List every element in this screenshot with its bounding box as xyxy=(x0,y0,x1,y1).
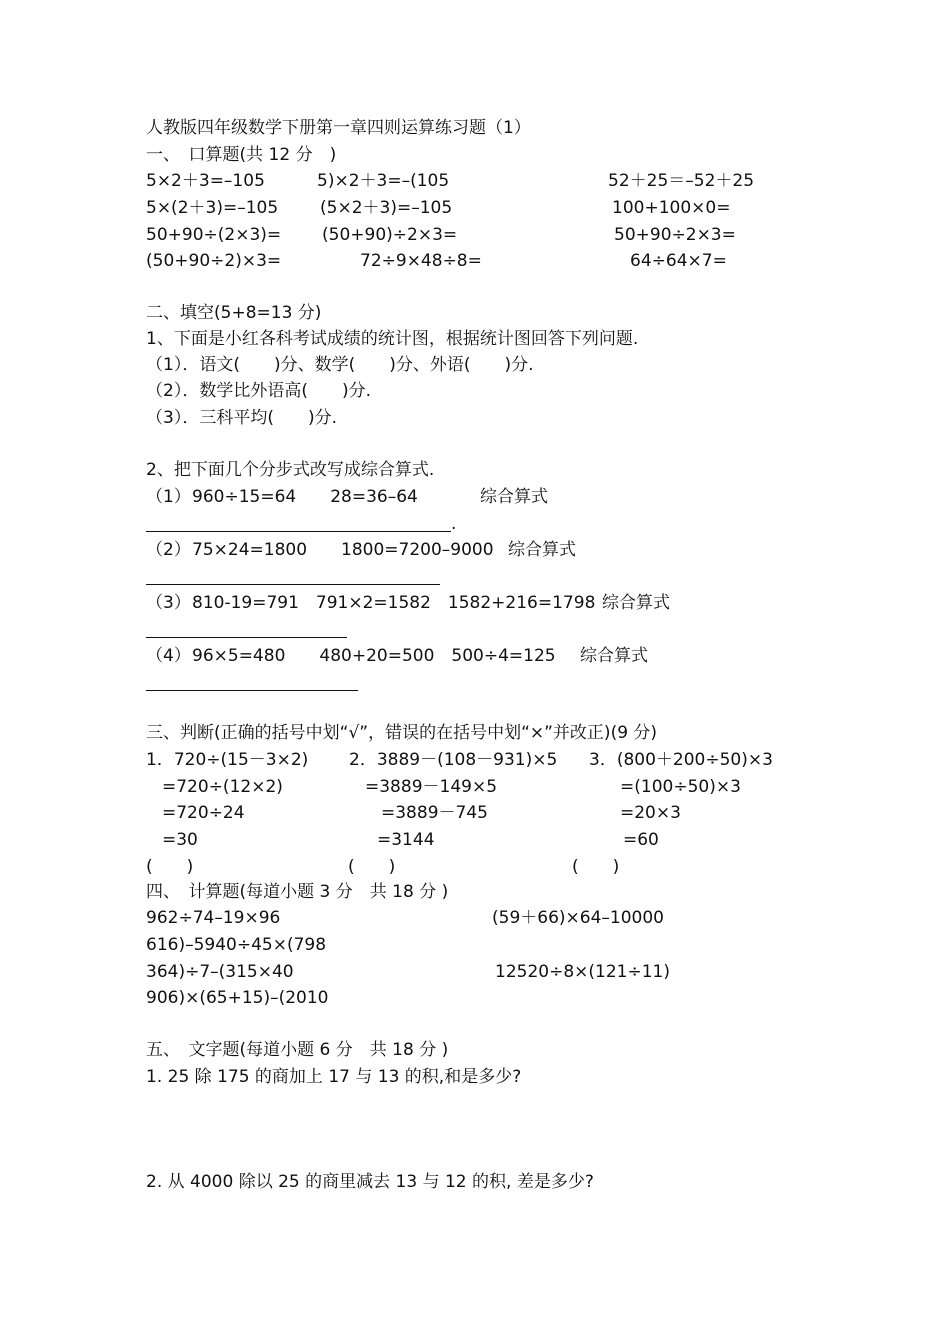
step-item-number: （4） xyxy=(146,646,191,666)
judge-answer-bracket: ( ) xyxy=(572,857,620,877)
oral-problem: 64÷64×7= xyxy=(630,251,727,271)
oral-problem: 50+90÷2×3= xyxy=(614,225,736,245)
answer-line-end: . xyxy=(451,514,457,534)
judge-step: =3889－149×5 xyxy=(365,777,498,797)
answer-line xyxy=(146,637,347,638)
calc-problem: 616)–5940÷45×(798 xyxy=(146,935,327,955)
judge-step: =(100÷50)×3 xyxy=(620,777,741,797)
step-formulas: 75×24=1800 1800=7200–9000 xyxy=(192,540,494,560)
judge-problem-2: 2．3889－(108－931)×5 xyxy=(349,750,558,770)
word-problem-1: 1. 25 除 175 的商加上 17 与 13 的积,和是多少? xyxy=(146,1067,522,1087)
oral-problem: (50+90)÷2×3= xyxy=(322,225,458,245)
oral-problem: 5×(2＋3)=–105 xyxy=(146,198,279,218)
section-1-heading: 一、 口算题(共 12 分 ) xyxy=(146,145,337,165)
oral-problem: (5×2＋3)=–105 xyxy=(320,198,453,218)
oral-problem: 52＋25＝–52＋25 xyxy=(608,171,755,191)
judge-problem-3: 3．(800＋200÷50)×3 xyxy=(589,750,773,770)
section-3-heading: 三、判断(正确的括号中划“√”，错误的在括号中划“×”并改正)(9 分) xyxy=(146,723,658,743)
combined-formula-label: 综合算式 xyxy=(480,487,548,507)
fill-subquestion: （2）．数学比外语高( )分. xyxy=(146,381,371,401)
oral-problem: 5)×2＋3=–(105 xyxy=(317,171,450,191)
judge-answer-bracket: ( ) xyxy=(146,857,194,877)
combined-formula-label: 综合算式 xyxy=(580,646,648,666)
oral-problem: 72÷9×48÷8= xyxy=(360,251,482,271)
judge-step: =3889－745 xyxy=(381,803,488,823)
calc-problem: 962÷74–19×96 xyxy=(146,908,281,928)
calc-problem: 906)×(65+15)–(2010 xyxy=(146,988,329,1008)
judge-step: =30 xyxy=(162,830,198,850)
oral-problem: 50+90÷(2×3)= xyxy=(146,225,282,245)
answer-line xyxy=(146,690,358,691)
judge-step: =720÷(12×2) xyxy=(162,777,283,797)
step-formulas: 960÷15=64 28=36–64 xyxy=(192,487,418,507)
step-item-number: （2） xyxy=(146,540,191,560)
judge-step: =3144 xyxy=(377,830,435,850)
judge-step: =60 xyxy=(623,830,659,850)
judge-step: =20×3 xyxy=(620,803,681,823)
oral-problem: (50+90÷2)×3= xyxy=(146,251,282,271)
answer-line xyxy=(146,531,451,532)
step-item-number: （1） xyxy=(146,487,191,507)
page-title: 人教版四年级数学下册第一章四则运算练习题（1） xyxy=(146,118,531,138)
combined-formula-label: 综合算式 xyxy=(602,593,670,613)
judge-step: =720÷24 xyxy=(162,803,245,823)
section-4-heading: 四、 计算题(每道小题 3 分 共 18 分 ) xyxy=(146,882,449,902)
fill-subquestion: （3）．三科平均( )分. xyxy=(146,408,337,428)
judge-problem-1: 1．720÷(15－3×2) xyxy=(146,750,309,770)
fill-question-1: 1、下面是小红各科考试成绩的统计图，根据统计图回答下列问题. xyxy=(146,329,639,349)
combined-formula-label: 综合算式 xyxy=(508,540,576,560)
step-item-number: （3） xyxy=(146,593,191,613)
calc-problem: 12520÷8×(121÷11) xyxy=(495,962,670,982)
judge-answer-bracket: ( ) xyxy=(348,857,396,877)
step-formulas: 96×5=480 480+20=500 500÷4=125 xyxy=(192,646,556,666)
oral-problem: 5×2＋3=–105 xyxy=(146,171,265,191)
oral-problem: 100+100×0= xyxy=(612,198,731,218)
fill-question-2: 2、把下面几个分步式改写成综合算式. xyxy=(146,460,435,480)
word-problem-2: 2. 从 4000 除以 25 的商里减去 13 与 12 的积, 差是多少? xyxy=(146,1172,594,1192)
section-5-heading: 五、 文字题(每道小题 6 分 共 18 分 ) xyxy=(146,1040,449,1060)
calc-problem: (59＋66)×64–10000 xyxy=(492,908,664,928)
fill-subquestion: （1）．语文( )分、数学( )分、外语( )分. xyxy=(146,355,534,375)
calc-problem: 364)÷7–(315×40 xyxy=(146,962,294,982)
step-formulas: 810-19=791 791×2=1582 1582+216=1798 xyxy=(192,593,596,613)
answer-line xyxy=(146,584,440,585)
section-2-heading: 二、填空(5+8=13 分) xyxy=(146,303,322,323)
